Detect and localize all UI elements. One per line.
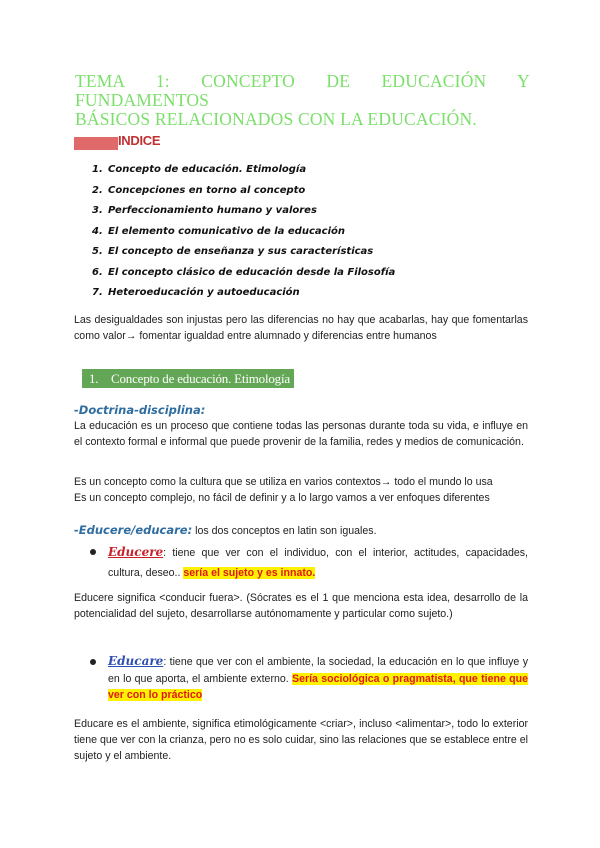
educere-heading-line bbox=[74, 523, 528, 537]
intro-paragraph: Las desigualdades son injustas pero las diferencias no hay que acabarlas, hay que fomentarlas como valor→ fomentar igualdad entre alumnado y diferencias entre humanos bbox=[74, 314, 528, 342]
toc-item: 2. Concepciones en torno al concepto bbox=[92, 184, 306, 196]
title-line-1: TEMA 1: CONCEPTO DE EDUCACIÓN Y FUNDAMENTOS bbox=[75, 71, 530, 110]
bullet-icon bbox=[90, 549, 96, 555]
section-1-heading: 1. Concepto de educación. Etimología bbox=[82, 369, 294, 388]
indice-heading: INDICE bbox=[118, 133, 161, 148]
educere-keyword: Educere bbox=[108, 545, 164, 559]
toc-item: 4. El elemento comunicativo de la educación bbox=[92, 225, 345, 237]
educare-highlight: Sería sociológica o pragmatista, que tiene que ver con lo práctico bbox=[108, 672, 528, 701]
doctrina-line-b: Es un concepto complejo, no fácil de definir y a lo largo vamos a ver enfoques diferentes bbox=[74, 492, 490, 504]
educare-keyword: Educare bbox=[108, 654, 164, 668]
educere-explanation: Educere significa <conducir fuera>. (Sócrates es el 1 que menciona esta idea, desarrollo de la potencialidad del sujeto, desarrollarse autónomamente y particular como sujeto.) bbox=[74, 592, 528, 620]
toc-item: 1. Concepto de educación. Etimología bbox=[92, 164, 307, 175]
educare-explanation: Educare es el ambiente, significa etimológicamente <criar>, incluso <alimentar>, todo lo exterior tiene que ver con la crianza, pero no es solo cuidar, sino las relaciones que se establece entre el sujeto y el ambiente. bbox=[74, 718, 528, 762]
educere-bullet: Educere: tiene que ver con el individuo, con el interior, actitudes, capacidades, cultura, deseo.. sería el sujeto y es innato. bbox=[108, 545, 528, 579]
toc-item: 3. Perfeccionamiento humano y valores bbox=[92, 205, 317, 216]
bullet-icon bbox=[90, 659, 96, 665]
document-title bbox=[75, 72, 530, 129]
doctrina-line-a: Es un concepto como la cultura que se utiliza en varios contextos→ todo el mundo lo usa bbox=[74, 476, 493, 488]
toc-item: 5. El concepto de enseñanza y sus características bbox=[92, 246, 374, 257]
toc-item: 6. El concepto clásico de educación desde la Filosofía bbox=[92, 266, 396, 278]
toc-item: 7. Heteroeducación y autoeducación bbox=[92, 287, 300, 298]
educare-bullet: Educare: tiene que ver con el ambiente, la sociedad, la educación en lo que influye y en lo que aporta, el ambiente externo. Sería sociológica o pragmatista, que tiene que ver con lo práctico bbox=[108, 654, 528, 701]
educere-heading-rest: los dos conceptos en latin son iguales. bbox=[192, 525, 377, 537]
indice-marker bbox=[74, 137, 118, 150]
educere-highlight: sería el sujeto y es innato. bbox=[183, 567, 316, 579]
title-line-2: BÁSICOS RELACIONADOS CON LA EDUCACIÓN. bbox=[75, 109, 477, 129]
doctrina-paragraph: La educación es un proceso que contiene todas las personas durante toda su vida, e influye en el contexto formal e informal que puede provenir de la familia, redes y medios de comunicación. bbox=[74, 420, 528, 448]
table-of-contents bbox=[92, 160, 395, 304]
doctrina-heading: -Doctrina-disciplina: bbox=[74, 403, 206, 417]
educere-heading: -Educere/educare: bbox=[74, 523, 193, 537]
